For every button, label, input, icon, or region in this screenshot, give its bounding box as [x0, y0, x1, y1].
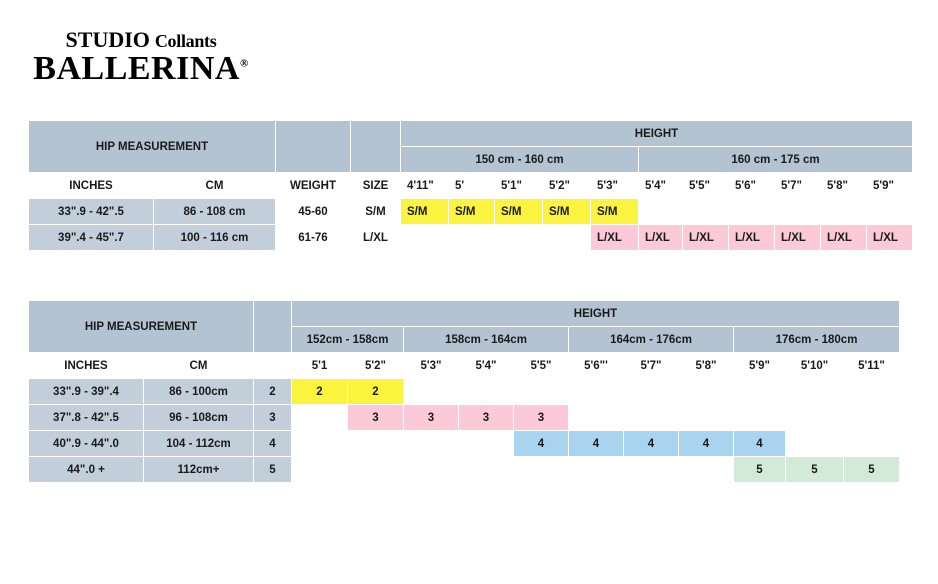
- size-cell: [495, 225, 543, 251]
- size-cell: [292, 431, 348, 457]
- table-row: [29, 405, 900, 431]
- column-height-8: 5'9": [734, 353, 786, 379]
- size-cell: [404, 379, 459, 405]
- height-group-1: 150 cm - 160 cm: [401, 147, 639, 173]
- height-group-1: 152cm - 158cm: [292, 327, 404, 353]
- size-cell: [449, 225, 495, 251]
- size-cell: [292, 405, 348, 431]
- size-cell: 3: [404, 405, 459, 431]
- table-column-label-row: [29, 173, 913, 199]
- row-inches: 37".8 - 42".5: [29, 405, 144, 431]
- row-inches: 39".4 - 45".7: [29, 225, 154, 251]
- column-height-2: 5'3": [404, 353, 459, 379]
- column-height-2: 5'1": [495, 173, 543, 199]
- size-cell: S/M: [495, 199, 543, 225]
- size-cell: [459, 379, 514, 405]
- size-cell: L/XL: [639, 225, 683, 251]
- size-header-spacer: [254, 301, 292, 353]
- height-header: HEIGHT: [292, 301, 900, 327]
- size-cell: [844, 405, 900, 431]
- size-cell: [459, 431, 514, 457]
- column-height-10: 5'11": [844, 353, 900, 379]
- height-group-3: 164cm - 176cm: [569, 327, 734, 353]
- table-header-row: [29, 121, 913, 147]
- size-cell: [569, 379, 624, 405]
- column-inches: INCHES: [29, 173, 154, 199]
- size-cell: 5: [786, 457, 844, 483]
- size-cell: [292, 457, 348, 483]
- size-cell: 3: [514, 405, 569, 431]
- column-weight: WEIGHT: [276, 173, 351, 199]
- row-size: 2: [254, 379, 292, 405]
- size-cell: 4: [514, 431, 569, 457]
- column-height-7: 5'8": [679, 353, 734, 379]
- row-inches: 33".9 - 42".5: [29, 199, 154, 225]
- size-cell: [844, 431, 900, 457]
- column-height-4: 5'5": [514, 353, 569, 379]
- row-size: L/XL: [351, 225, 401, 251]
- table-column-label-row: [29, 353, 900, 379]
- logo-top-line: [66, 29, 217, 51]
- size-cell: L/XL: [729, 225, 775, 251]
- weight-header-spacer: [276, 121, 351, 173]
- size-cell: S/M: [449, 199, 495, 225]
- column-height-10: 5'9": [867, 173, 913, 199]
- size-cell: [821, 199, 867, 225]
- size-cell: 5: [844, 457, 900, 483]
- column-height-6: 5'7": [624, 353, 679, 379]
- size-cell: [514, 379, 569, 405]
- logo-studio-text: STUDIO: [65, 27, 150, 53]
- column-height-1: 5'2": [348, 353, 404, 379]
- row-size: 3: [254, 405, 292, 431]
- size-cell: [867, 199, 913, 225]
- column-inches: INCHES: [29, 353, 144, 379]
- size-cell: 2: [292, 379, 348, 405]
- table-row: [29, 199, 913, 225]
- size-cell: [683, 199, 729, 225]
- size-cell: L/XL: [591, 225, 639, 251]
- brand-logo: [28, 22, 254, 94]
- height-group-4: 176cm - 180cm: [734, 327, 900, 353]
- size-cell: [624, 379, 679, 405]
- row-size: S/M: [351, 199, 401, 225]
- size-cell: [844, 379, 900, 405]
- row-inches: 40".9 - 44".0: [29, 431, 144, 457]
- size-cell: [348, 431, 404, 457]
- column-size: SIZE: [351, 173, 401, 199]
- size-header-spacer: [351, 121, 401, 173]
- row-cm: 96 - 108cm: [144, 405, 254, 431]
- row-size: 5: [254, 457, 292, 483]
- column-size: [254, 353, 292, 379]
- row-size: 4: [254, 431, 292, 457]
- size-cell: [543, 225, 591, 251]
- column-height-0: 4'11": [401, 173, 449, 199]
- table-row: [29, 457, 900, 483]
- row-inches: 33".9 - 39".4: [29, 379, 144, 405]
- size-cell: [734, 405, 786, 431]
- size-cell: [401, 225, 449, 251]
- size-cell: 3: [348, 405, 404, 431]
- size-cell: [679, 405, 734, 431]
- size-cell: [624, 405, 679, 431]
- size-cell: 3: [459, 405, 514, 431]
- row-weight: 61-76: [276, 225, 351, 251]
- column-height-9: 5'8": [821, 173, 867, 199]
- column-height-5: 5'4": [639, 173, 683, 199]
- table-row: [29, 379, 900, 405]
- size-cell: L/XL: [775, 225, 821, 251]
- row-cm: 86 - 108 cm: [154, 199, 276, 225]
- size-cell: S/M: [401, 199, 449, 225]
- logo-brand-text: BALLERINA: [33, 50, 240, 88]
- column-height-5: 5'6"': [569, 353, 624, 379]
- logo-brand-line: [33, 51, 248, 87]
- column-height-4: 5'3": [591, 173, 639, 199]
- size-cell: [679, 457, 734, 483]
- size-cell: 4: [569, 431, 624, 457]
- size-cell: [459, 457, 514, 483]
- row-inches: 44".0 +: [29, 457, 144, 483]
- size-cell: [639, 199, 683, 225]
- size-cell: L/XL: [867, 225, 913, 251]
- height-group-2: 158cm - 164cm: [404, 327, 569, 353]
- size-table-2: [28, 300, 900, 483]
- column-height-3: 5'2": [543, 173, 591, 199]
- table-row: [29, 431, 900, 457]
- column-height-6: 5'5": [683, 173, 729, 199]
- column-cm: CM: [154, 173, 276, 199]
- size-cell: [404, 431, 459, 457]
- size-table-1: [28, 120, 913, 251]
- size-cell: [348, 457, 404, 483]
- size-cell: L/XL: [821, 225, 867, 251]
- column-height-9: 5'10": [786, 353, 844, 379]
- size-cell: [775, 199, 821, 225]
- size-cell: [569, 405, 624, 431]
- size-cell: 4: [734, 431, 786, 457]
- height-group-2: 160 cm - 175 cm: [639, 147, 913, 173]
- size-table-1-wrapper: [28, 120, 913, 251]
- hip-measurement-header: HIP MEASUREMENT: [29, 301, 254, 353]
- size-cell: [569, 457, 624, 483]
- column-height-8: 5'7": [775, 173, 821, 199]
- column-height-3: 5'4": [459, 353, 514, 379]
- size-cell: S/M: [543, 199, 591, 225]
- column-height-1: 5': [449, 173, 495, 199]
- size-cell: [404, 457, 459, 483]
- size-cell: [786, 379, 844, 405]
- registered-mark-icon: ®: [239, 57, 249, 70]
- size-cell: [679, 379, 734, 405]
- column-height-0: 5'1: [292, 353, 348, 379]
- column-height-7: 5'6": [729, 173, 775, 199]
- size-cell: [786, 405, 844, 431]
- row-weight: 45-60: [276, 199, 351, 225]
- size-cell: 5: [734, 457, 786, 483]
- row-cm: 104 - 112cm: [144, 431, 254, 457]
- column-cm: CM: [144, 353, 254, 379]
- size-cell: [734, 379, 786, 405]
- row-cm: 112cm+: [144, 457, 254, 483]
- row-cm: 100 - 116 cm: [154, 225, 276, 251]
- logo-collants-text: Collants: [154, 31, 217, 52]
- size-cell: L/XL: [683, 225, 729, 251]
- size-cell: [514, 457, 569, 483]
- row-cm: 86 - 100cm: [144, 379, 254, 405]
- size-cell: 4: [624, 431, 679, 457]
- hip-measurement-header: HIP MEASUREMENT: [29, 121, 276, 173]
- size-cell: 2: [348, 379, 404, 405]
- size-table-2-wrapper: [28, 300, 900, 483]
- height-header: HEIGHT: [401, 121, 913, 147]
- size-cell: S/M: [591, 199, 639, 225]
- size-cell: [786, 431, 844, 457]
- size-cell: [729, 199, 775, 225]
- size-cell: 4: [679, 431, 734, 457]
- size-cell: [624, 457, 679, 483]
- table-row: [29, 225, 913, 251]
- table-header-row: [29, 301, 900, 327]
